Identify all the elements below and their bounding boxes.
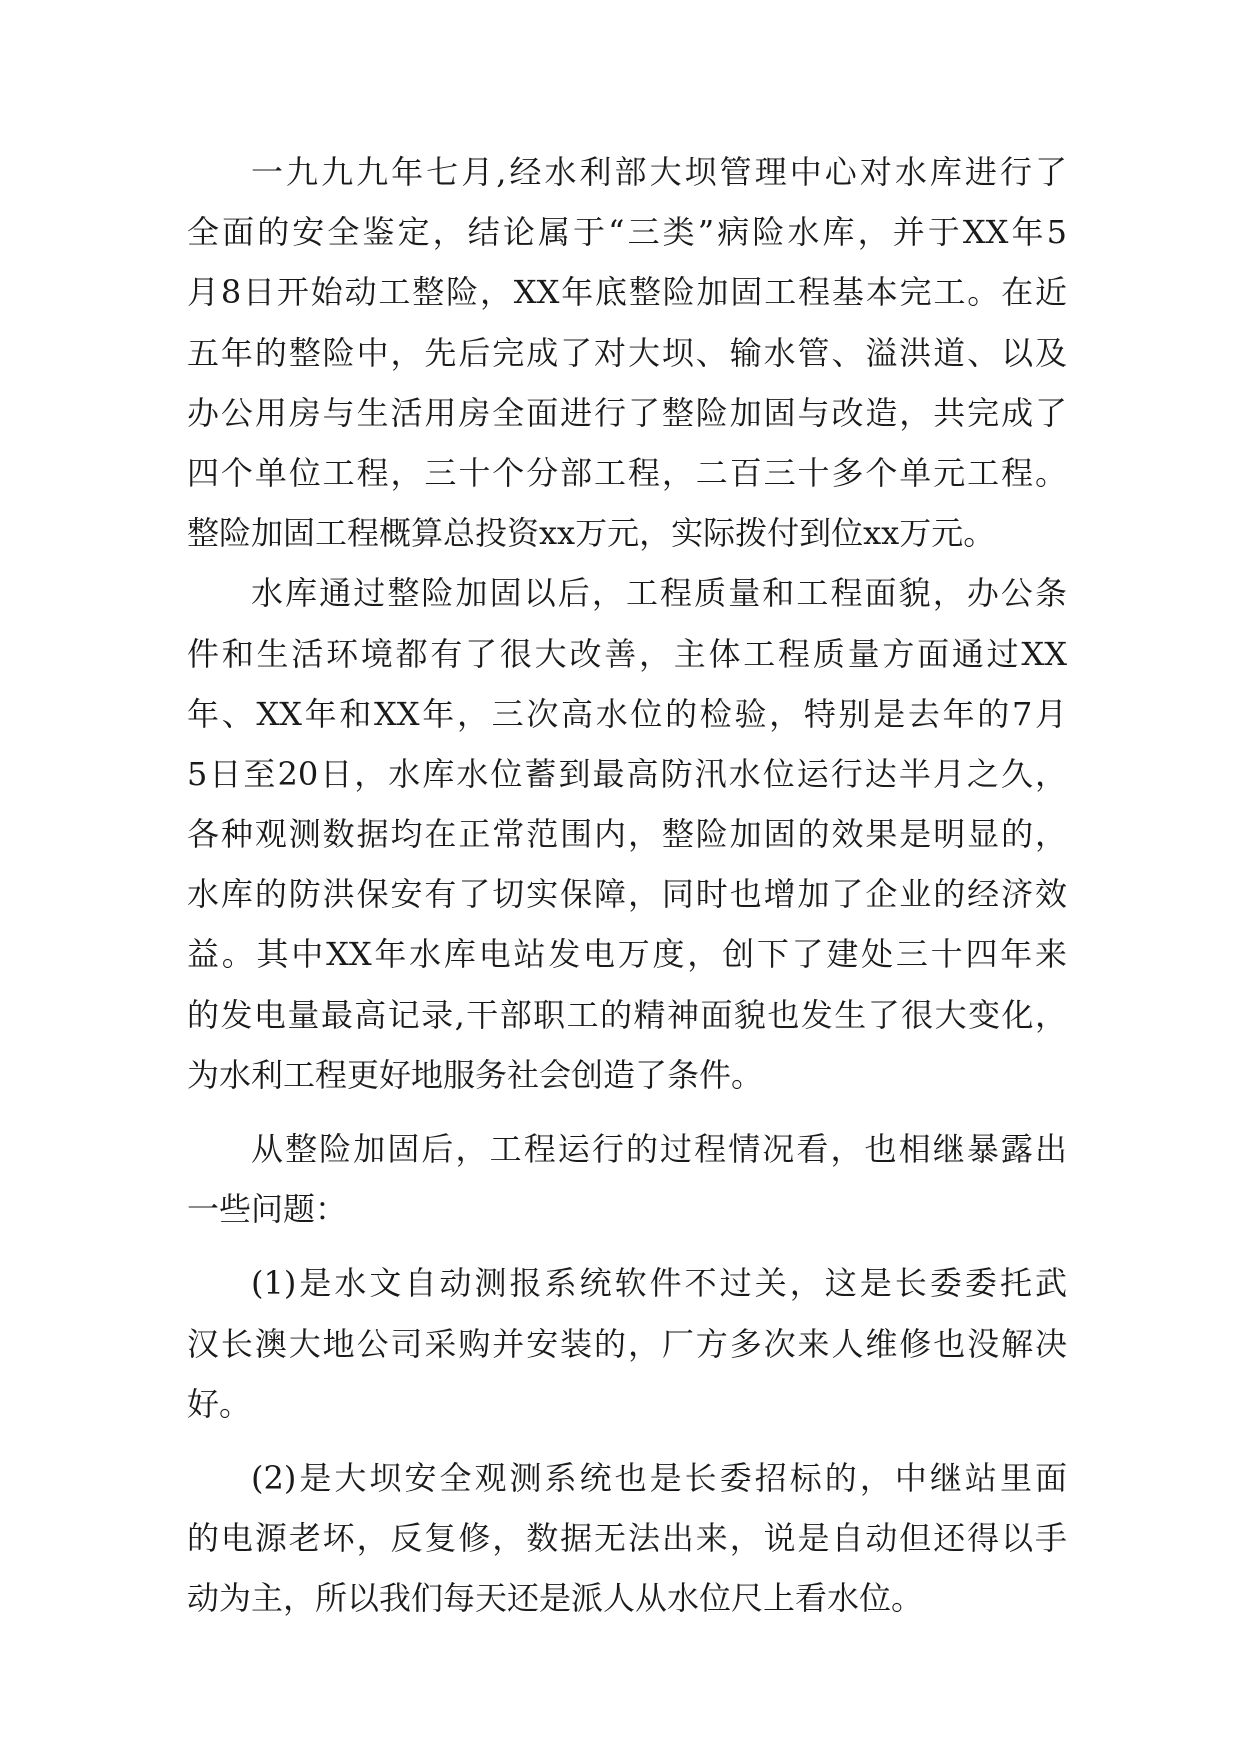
paragraph-line: 月8日开始动工整险，XX年底整险加固工程基本完工。在近 — [187, 273, 1067, 312]
paragraph-line: 水库通过整险加固以后，工程质量和工程面貌，办公条 — [251, 574, 1067, 613]
paragraph-line: 的发电量最高记录,干部职工的精神面貌也发生了很大变化， — [187, 995, 1067, 1034]
paragraph-2 — [187, 563, 1067, 1105]
paragraph-line: 件和生活环境都有了很大改善，主体工程质量方面通过XX — [187, 634, 1067, 673]
paragraph-line: 整险加固工程概算总投资xx万元，实际拨付到位xx万元。 — [187, 514, 996, 553]
paragraph-line: 为水利工程更好地服务社会创造了条件。 — [187, 1055, 764, 1094]
document-body — [187, 142, 1067, 1629]
paragraph-line: 汉长澳大地公司采购并安装的，厂方多次来人维修也没解决 — [187, 1324, 1067, 1363]
paragraph-line: 从整险加固后，工程运行的过程情况看，也相继暴露出 — [251, 1130, 1067, 1168]
paragraph-4 — [187, 1253, 1067, 1434]
paragraph-line: 益。其中XX年水库电站发电万度，创下了建处三十四年来 — [187, 935, 1067, 974]
paragraph-line: 的电源老坏，反复修，数据无法出来，说是自动但还得以手 — [187, 1519, 1067, 1558]
paragraph-line: (1)是水文自动测报系统软件不过关，这是长委委托武 — [251, 1264, 1067, 1303]
paragraph-line: 各种观测数据均在正常范围内，整险加固的效果是明显的， — [187, 815, 1067, 854]
paragraph-spacer — [187, 1239, 1067, 1253]
paragraph-line: 水库的防洪保安有了切实保障，同时也增加了企业的经济效 — [187, 875, 1067, 914]
paragraph-line: 动为主，所以我们每天还是派人从水位尺上看水位。 — [187, 1579, 924, 1618]
paragraph-line: 四个单位工程，三十个分部工程，二百三十多个单元工程。 — [187, 453, 1067, 492]
paragraph-3 — [187, 1119, 1067, 1239]
paragraph-line: (2)是大坝安全观测系统也是长委招标的，中继站里面 — [251, 1458, 1067, 1497]
paragraph-spacer — [187, 1105, 1067, 1119]
paragraph-line: 好。 — [187, 1384, 252, 1423]
paragraph-line: 5日至20日，水库水位蓄到最高防汛水位运行达半月之久， — [187, 754, 1067, 793]
paragraph-1 — [187, 142, 1067, 563]
paragraph-5 — [187, 1448, 1067, 1629]
paragraph-line: 五年的整险中，先后完成了对大坝、输水管、溢洪道、以及 — [187, 333, 1067, 372]
paragraph-line: 全面的安全鉴定，结论属于“三类”病险水库，并于XX年5 — [187, 213, 1067, 252]
paragraph-spacer — [187, 1434, 1067, 1448]
paragraph-line: 一些问题： — [187, 1190, 348, 1229]
paragraph-line: 办公用房与生活用房全面进行了整险加固与改造，共完成了 — [187, 393, 1067, 432]
paragraph-line: 年、XX年和XX年，三次高水位的检验，特别是去年的7月 — [187, 694, 1067, 733]
paragraph-line: 一九九九年七月,经水利部大坝管理中心对水库进行了 — [251, 153, 1067, 191]
